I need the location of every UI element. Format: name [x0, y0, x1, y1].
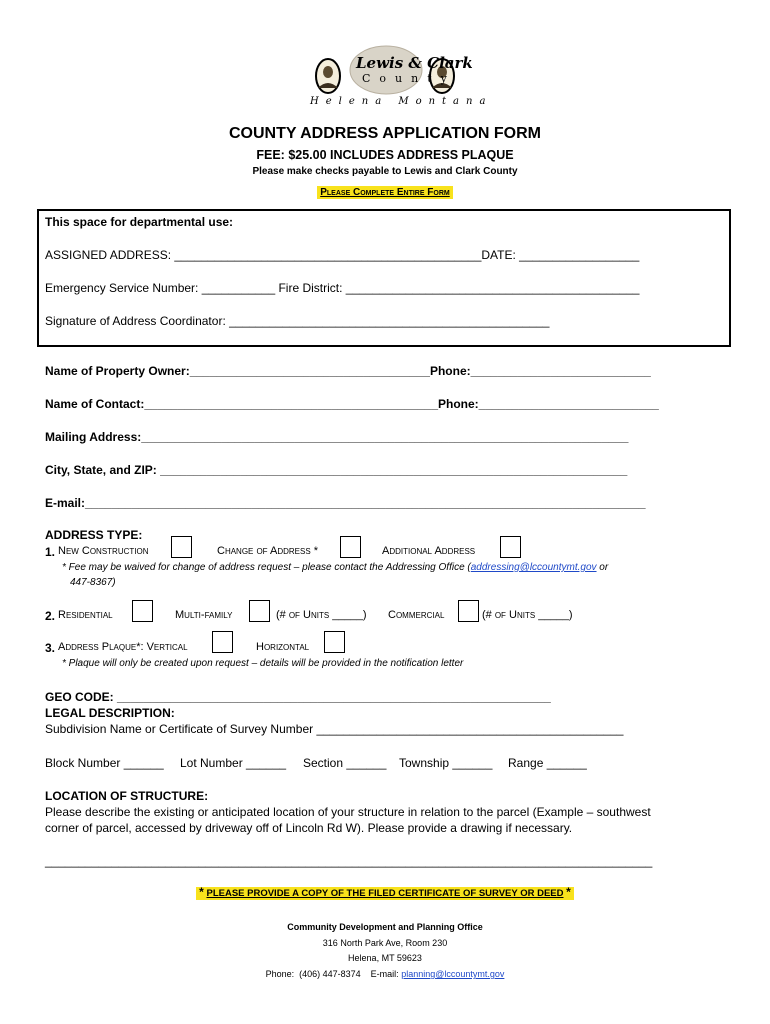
- legal-description-heading: LEGAL DESCRIPTION:: [45, 706, 175, 720]
- complete-wrap: [0, 182, 770, 200]
- multi-family-checkbox[interactable]: [249, 600, 270, 622]
- logo-line3: Helena Montana: [310, 96, 493, 107]
- row1-number: 1.: [45, 545, 56, 559]
- mailing-field[interactable]: Mailing Address:_________________________________________________________________________: [45, 430, 629, 444]
- location-blank-line[interactable]: ___________________________________________________________________________________________: [45, 854, 653, 868]
- location-heading: LOCATION OF STRUCTURE:: [45, 789, 209, 803]
- location-instructions-2: corner of parcel, accessed by driveway off of Lincoln Rd W). Please provide a drawing if necessary.: [45, 821, 573, 835]
- fee-line: FEE: $25.00 INCLUDES ADDRESS PLAQUE: [256, 148, 514, 162]
- esn-field[interactable]: Emergency Service Number: ___________ Fire District: ____________________________________________: [45, 281, 640, 295]
- plaque-note: * Plaque will only be created upon request – details will be provided in the notification letter: [62, 658, 464, 669]
- plaque-horizontal-checkbox[interactable]: [324, 631, 345, 653]
- block-number-field[interactable]: Block Number ______: [45, 756, 164, 770]
- notice-banner: [196, 887, 574, 900]
- assigned-address-field[interactable]: ASSIGNED ADDRESS: ______________________________________________DATE: __________________: [45, 248, 640, 262]
- contact-field[interactable]: Name of Contact:____________________________________________Phone:___________________________: [45, 397, 659, 411]
- change-address-label: Change of Address *: [217, 545, 319, 557]
- logo-line2: County: [362, 72, 456, 85]
- additional-address-checkbox[interactable]: [500, 536, 521, 558]
- plaque-vertical-label: Address Plaque*: Vertical: [58, 641, 188, 653]
- multi-family-label: Multi-family: [175, 609, 233, 621]
- row2-number: 2.: [45, 609, 56, 623]
- county-logo: [306, 42, 493, 110]
- additional-address-label: Additional Address: [382, 545, 476, 557]
- fee-waiver-text: * Fee may be waived for change of address request – please contact the Addressing Office (: [62, 562, 471, 573]
- residential-label: Residential: [58, 609, 113, 621]
- fee-waiver-phone: 447-8367): [70, 577, 116, 588]
- email-field[interactable]: E-mail:____________________________________________________________________________________: [45, 496, 646, 510]
- range-field[interactable]: Range ______: [508, 756, 587, 770]
- city-field[interactable]: City, State, and ZIP: ______________________________________________________________________: [45, 463, 628, 477]
- logo-line1: Lewis & Clark: [356, 54, 473, 72]
- section-field[interactable]: Section ______: [303, 756, 387, 770]
- footer-phone: Phone: (406) 447-8374 E-mail:: [265, 969, 402, 979]
- location-instructions-1: Please describe the existing or anticipated location of your structure in relation to the parcel (Example – southwest: [45, 805, 651, 819]
- address-type-heading: ADDRESS TYPE:: [45, 528, 143, 542]
- footer-contact: [0, 969, 770, 979]
- commercial-checkbox[interactable]: [458, 600, 479, 622]
- subdivision-field[interactable]: Subdivision Name or Certificate of Survey Number ______________________________________________: [45, 722, 624, 736]
- owner-field[interactable]: Name of Property Owner:____________________________________Phone:___________________________: [45, 364, 651, 378]
- lot-number-field[interactable]: Lot Number ______: [180, 756, 287, 770]
- multi-units-field[interactable]: (# of Units _____): [276, 609, 367, 621]
- notice-text: PLEASE PROVIDE A COPY OF THE FILED CERTIFICATE OF SURVEY OR DEED: [206, 888, 564, 899]
- commercial-label: Commercial: [388, 609, 445, 621]
- footer-office: Community Development and Planning Office: [287, 922, 483, 932]
- notice-wrap: [0, 883, 770, 901]
- plaque-horizontal-label: Horizontal: [256, 641, 310, 653]
- fee-waiver-note: [62, 562, 608, 573]
- notice-star-right: *: [566, 885, 571, 899]
- row3-number: 3.: [45, 641, 56, 655]
- footer-street: 316 North Park Ave, Room 230: [322, 938, 448, 948]
- commercial-units-field[interactable]: (# of Units _____): [482, 609, 573, 621]
- checks-line: Please make checks payable to Lewis and Clark County: [252, 166, 518, 177]
- geo-code-field[interactable]: GEO CODE: _________________________________________________________________: [45, 690, 551, 704]
- footer-city: Helena, MT 59623: [348, 953, 422, 963]
- addressing-email-link[interactable]: addressing@lccountymt.gov: [470, 562, 597, 573]
- fee-waiver-suffix: or: [596, 562, 609, 573]
- signature-field[interactable]: Signature of Address Coordinator: ________________________________________________: [45, 314, 550, 328]
- residential-checkbox[interactable]: [132, 600, 153, 622]
- new-construction-label: New Construction: [58, 545, 149, 557]
- change-address-checkbox[interactable]: [340, 536, 361, 558]
- page-title: COUNTY ADDRESS APPLICATION FORM: [228, 125, 541, 142]
- dept-heading: This space for departmental use:: [45, 215, 234, 229]
- complete-banner: Please Complete Entire Form: [317, 186, 453, 199]
- township-field[interactable]: Township ______: [399, 756, 493, 770]
- plaque-vertical-checkbox[interactable]: [212, 631, 233, 653]
- planning-email-link[interactable]: planning@lccountymt.gov: [401, 969, 505, 979]
- new-construction-checkbox[interactable]: [171, 536, 192, 558]
- notice-star-left: *: [199, 885, 204, 899]
